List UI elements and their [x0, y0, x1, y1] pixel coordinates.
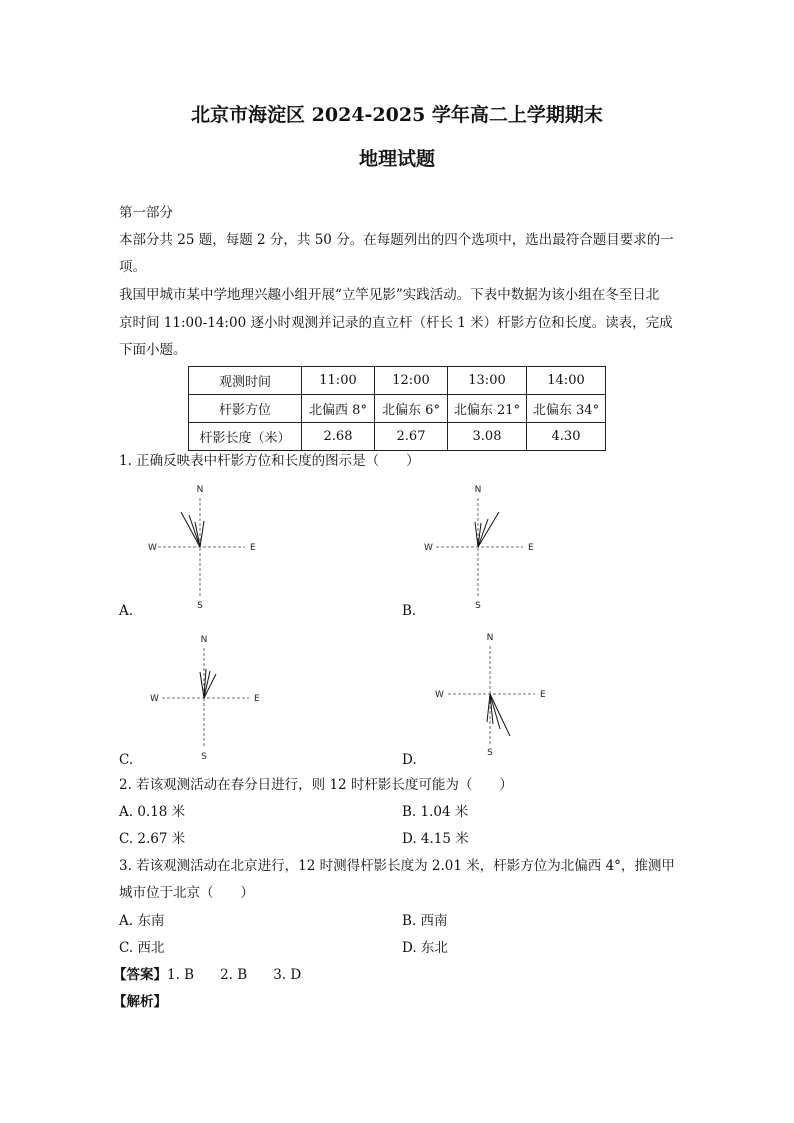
answer-line	[113, 965, 301, 985]
intro-line-2: 项。	[119, 259, 146, 275]
answer-item: 3. D	[273, 967, 302, 983]
table-header-row	[189, 367, 606, 395]
q3-option-a: A. 东南	[119, 913, 165, 929]
table-cell: 4.30	[527, 423, 606, 451]
q2-option-b: B. 1.04 米	[402, 804, 469, 820]
table-header-cell: 13:00	[448, 367, 527, 395]
question-1-stem: 1. 正确反映表中杆影方位和长度的图示是（ ）	[119, 453, 420, 469]
table-cell: 北偏东 6°	[375, 395, 448, 423]
compass-e-label: E	[528, 543, 534, 553]
option-b-label: B.	[402, 603, 417, 619]
compass-w-label: W	[150, 694, 159, 704]
compass-s-label: S	[197, 601, 203, 611]
table-header-cell: 11:00	[302, 367, 375, 395]
context-line-1: 我国甲城市某中学地理兴趣小组开展“立竿见影”实践活动。下表中数据为该小组在冬至日北	[119, 287, 660, 303]
intro-line-1: 本部分共 25 题，每题 2 分，共 50 分。在每题列出的四个选项中，选出最符合题目要求的一	[119, 232, 674, 248]
figure-b-compass	[418, 478, 548, 613]
answer-item: 1. B	[167, 967, 195, 983]
shadow-line	[490, 694, 510, 736]
question-2-stem: 2. 若该观测活动在春分日进行，则 12 时杆影长度可能为（ ）	[119, 777, 513, 793]
answer-item: 2. B	[220, 967, 248, 983]
q2-option-c: C. 2.67 米	[119, 831, 186, 847]
table-cell: 杆影长度（米）	[189, 423, 302, 451]
compass-e-label: E	[250, 543, 256, 553]
table-cell: 2.68	[302, 423, 375, 451]
option-a-label: A.	[119, 603, 134, 619]
table-cell: 2.67	[375, 423, 448, 451]
figure-a-compass	[140, 478, 270, 613]
compass-e-label: E	[254, 694, 260, 704]
table-row	[189, 423, 606, 451]
part-heading: 第一部分	[119, 205, 173, 221]
table-row	[189, 395, 606, 423]
shadow-line	[478, 512, 499, 547]
compass-n-label: N	[486, 633, 494, 643]
q3-option-c: C. 西北	[119, 940, 165, 956]
shadow-line	[475, 522, 478, 547]
table-header-cell: 14:00	[527, 367, 606, 395]
option-c-label: C.	[119, 752, 134, 768]
question-3-stem-line-2: 城市位于北京（ ）	[119, 885, 254, 901]
figure-d-compass	[430, 626, 560, 761]
shadow-line	[200, 521, 204, 547]
q3-option-b: B. 西南	[402, 913, 448, 929]
shadow-line	[200, 672, 204, 698]
page-title: 北京市海淀区 2024-2025 学年高二上学期期末	[191, 104, 603, 126]
page-subtitle: 地理试题	[358, 148, 435, 170]
shadow-line	[189, 515, 200, 547]
shadow-line	[487, 694, 490, 722]
observation-table	[188, 366, 606, 451]
table-header-cell: 12:00	[375, 367, 448, 395]
answer-label: 【答案】	[113, 967, 167, 983]
table-header-cell: 观测时间	[189, 367, 302, 395]
context-line-2: 京时间 11:00-14:00 逐小时观测并记录的直立杆（杆长 1 米）杆影方位和长度。读表，完成	[119, 315, 673, 331]
analysis-label: 【解析】	[113, 994, 167, 1010]
table-cell: 北偏西 8°	[302, 395, 375, 423]
q3-option-d: D. 东北	[402, 940, 448, 956]
shadow-line	[181, 512, 200, 547]
compass-s-label: S	[487, 748, 493, 758]
compass-s-label: S	[201, 752, 207, 762]
option-d-label: D.	[402, 752, 417, 768]
table-cell: 杆影方位	[189, 395, 302, 423]
compass-n-label: N	[200, 635, 208, 645]
q2-option-a: A. 0.18 米	[119, 804, 186, 820]
table-cell: 3.08	[448, 423, 527, 451]
table-cell: 北偏东 34°	[527, 395, 606, 423]
compass-w-label: W	[435, 690, 444, 700]
q2-option-d: D. 4.15 米	[402, 831, 469, 847]
table-cell: 北偏东 21°	[448, 395, 527, 423]
compass-e-label: E	[540, 690, 546, 700]
question-3-stem-line-1: 3. 若该观测活动在北京进行，12 时测得杆影长度为 2.01 米，杆影方位为北偏西 4°，推测甲	[119, 858, 675, 874]
compass-s-label: S	[475, 601, 481, 611]
figure-c-compass	[144, 628, 274, 763]
compass-n-label: N	[196, 485, 204, 495]
compass-w-label: W	[424, 543, 433, 553]
compass-n-label: N	[474, 485, 482, 495]
context-line-3: 下面小题。	[119, 342, 187, 358]
compass-w-label: W	[148, 543, 157, 553]
